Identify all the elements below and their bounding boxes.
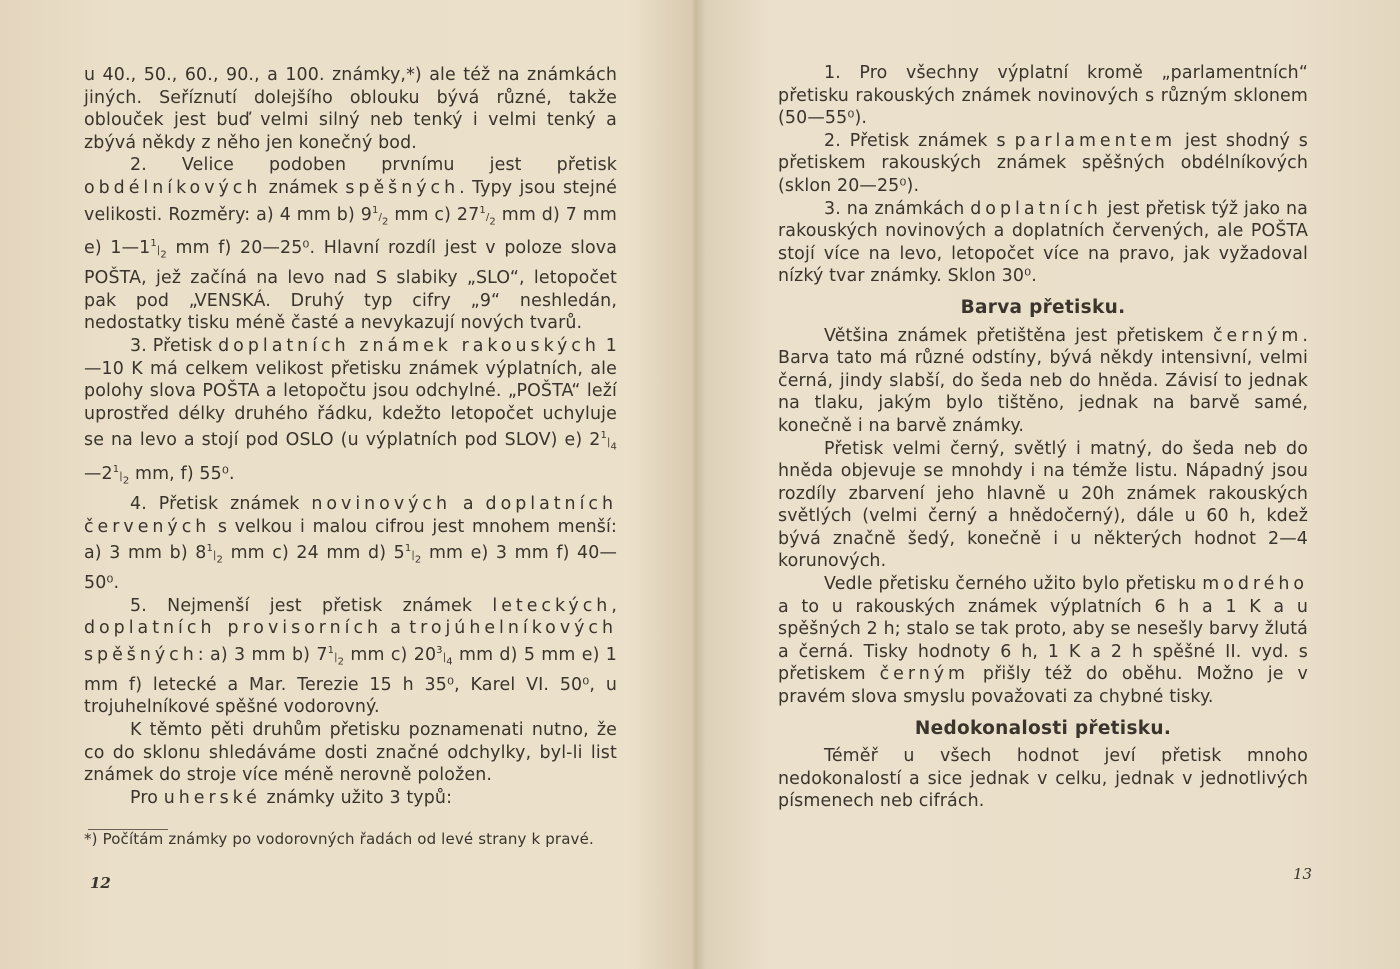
paragraph-intro: u 40., 50., 60., 90., a 100. známky,*) ale též na známkách jiných. Seříznutí dolejšího oblouku bývá různé, takže oblouček jest buď velmi silný neb tenký i velmi tenký a zbývá někdy z něho jen konečný bod. bbox=[84, 65, 617, 153]
heading-nedokonalosti-pretisku: Nedokonalosti přetisku. bbox=[914, 717, 1172, 739]
paragraph-5: 5. Nejmenší jest přetisk známek leteckých, doplatních provisorních a trojúhelníkových spěšných: a) 3 mm b) $7^1|_2$ mm c) $20^3|_4$ mm d) 5 mm e) 1 mm f) letecké a Mar. Terezie 15 h 35⁰, Karel VI. 50⁰, u trojuhelníkové spěšné vodorovný. bbox=[84, 595, 617, 718]
page-number-right: 13 bbox=[1293, 865, 1313, 883]
paragraph-7: Pro uherské známky užito 3 typů: bbox=[130, 787, 453, 808]
heading-barva-pretisku: Barva přetisku. bbox=[960, 296, 1126, 318]
paragraph-6: Vedle přetisku černého užito bylo přetisku modrého a to u rakouských známek výplatních 6 h a 1 K a u spěšných 2 h; stalo se tak proto, aby se nesešly barvy žlutá a černá. Tisky hodnoty 6 h, 1 K a 2 h spěšné II. vyd. s přetiskem černým přišly též do oběhu. Možno je v pravém slova smyslu považovati za chybné tisky. bbox=[778, 574, 1308, 708]
right-page bbox=[705, 0, 1400, 969]
footnote: *) Počítám známky po vodorovných řadách od levé strany k pravé. bbox=[84, 830, 594, 849]
paragraph-7: Téměř u všech hodnot jeví přetisk mnoho nedokonalostí a sice jednak v celku, jednak v jednotlivých písmenech neb cifrách. bbox=[778, 746, 1308, 812]
paragraph-3: 3. Přetisk doplatních známek rakouských 1—10 K má celkem velikost přetisku známek výplatních, ale polohy slova POŠTA a letopočtu jsou odchylné. „POŠTA“ leží uprostřed délky druhého řádku, kdežto letopočet uchyluje se na levo a stojí pod OSLO (u výplatních pod SLOV) e) $2^1|_4—2^1|_2$ mm, f) 55⁰. bbox=[84, 336, 617, 487]
right-page-text bbox=[778, 62, 1308, 813]
paragraph-2: 2. Velice podoben prvnímu jest přetisk obdélníkových známek spěšných. Typy jsou stejné velikosti. Rozměry: a) 4 mm b) $9^1/_2$ mm c) $27^1/_2$ mm d) 7 mm e) $1—1^1|_2$ mm f) 20—25⁰. Hlavní rozdíl jest v poloze slova POŠTA, jež začíná na levo nad S slabiky „SLO“, letopočet pak pod „VENSKÁ. Druhý typ cifry „9“ neshledán, nedostatky tisku méně časté a nevykazují nových tvarů. bbox=[84, 155, 618, 334]
paragraph-1: 1. Pro všechny výplatní kromě „parlamentních“ přetisku rakouských známek novinových s různým sklonem (50—55⁰). bbox=[778, 63, 1308, 129]
paragraph-2: 2. Přetisk známek s parlamentem jest shodný s přetiskem rakouských známek spěšných obdélníkových (sklon 20—25⁰). bbox=[778, 130, 1308, 196]
paragraph-3: 3. na známkách doplatních jest přetisk týž jako na rakouských novinových a doplatních červených, ale POŠTA stojí více na levo, letopočet více na pravo, jak vyžadoval nízký tvar známky. Sklon 30⁰. bbox=[778, 198, 1308, 287]
paragraph-5: Přetisk velmi černý, světlý i matný, do šeda neb do hněda objevuje se mnohdy i na témže listu. Nápadný jsou rozdíly zbarvení jeho hlavně u 20h známek rakouských světlých (velmi černý a hnědočerný), dále u 60 h, kdež bývá značně šedý, konečně i u některých hodnot 2—4 korunových. bbox=[778, 438, 1308, 572]
page-number-left: 12 bbox=[90, 874, 111, 892]
paragraph-4: 4. Přetisk známek novinových a doplatních červených s velkou i malou cifrou jest mnohem menší: a) 3 mm b) $8^1|_2$ mm c) 24 mm d) $5^1|_2$ mm e) 3 mm f) 40—50⁰. bbox=[84, 494, 618, 594]
left-page bbox=[0, 0, 695, 969]
left-page-text bbox=[84, 64, 617, 849]
paragraph-6: K těmto pěti druhům přetisku poznamenati nutno, že co do sklonu shledáváme dosti značné odchylky, byl-li list známek do stroje více méně nerovně položen. bbox=[84, 720, 617, 786]
paragraph-4: Většina známek přetištěna jest přetiskem černým. Barva tato má různé odstíny, bývá někdy intensivní, velmi černá, jindy slabší, do šeda neb do hněda. Závisí to jednak na tlaku, jakým bylo tištěno, jednak na barvě samé, konečně i na barvě známky. bbox=[778, 325, 1308, 436]
